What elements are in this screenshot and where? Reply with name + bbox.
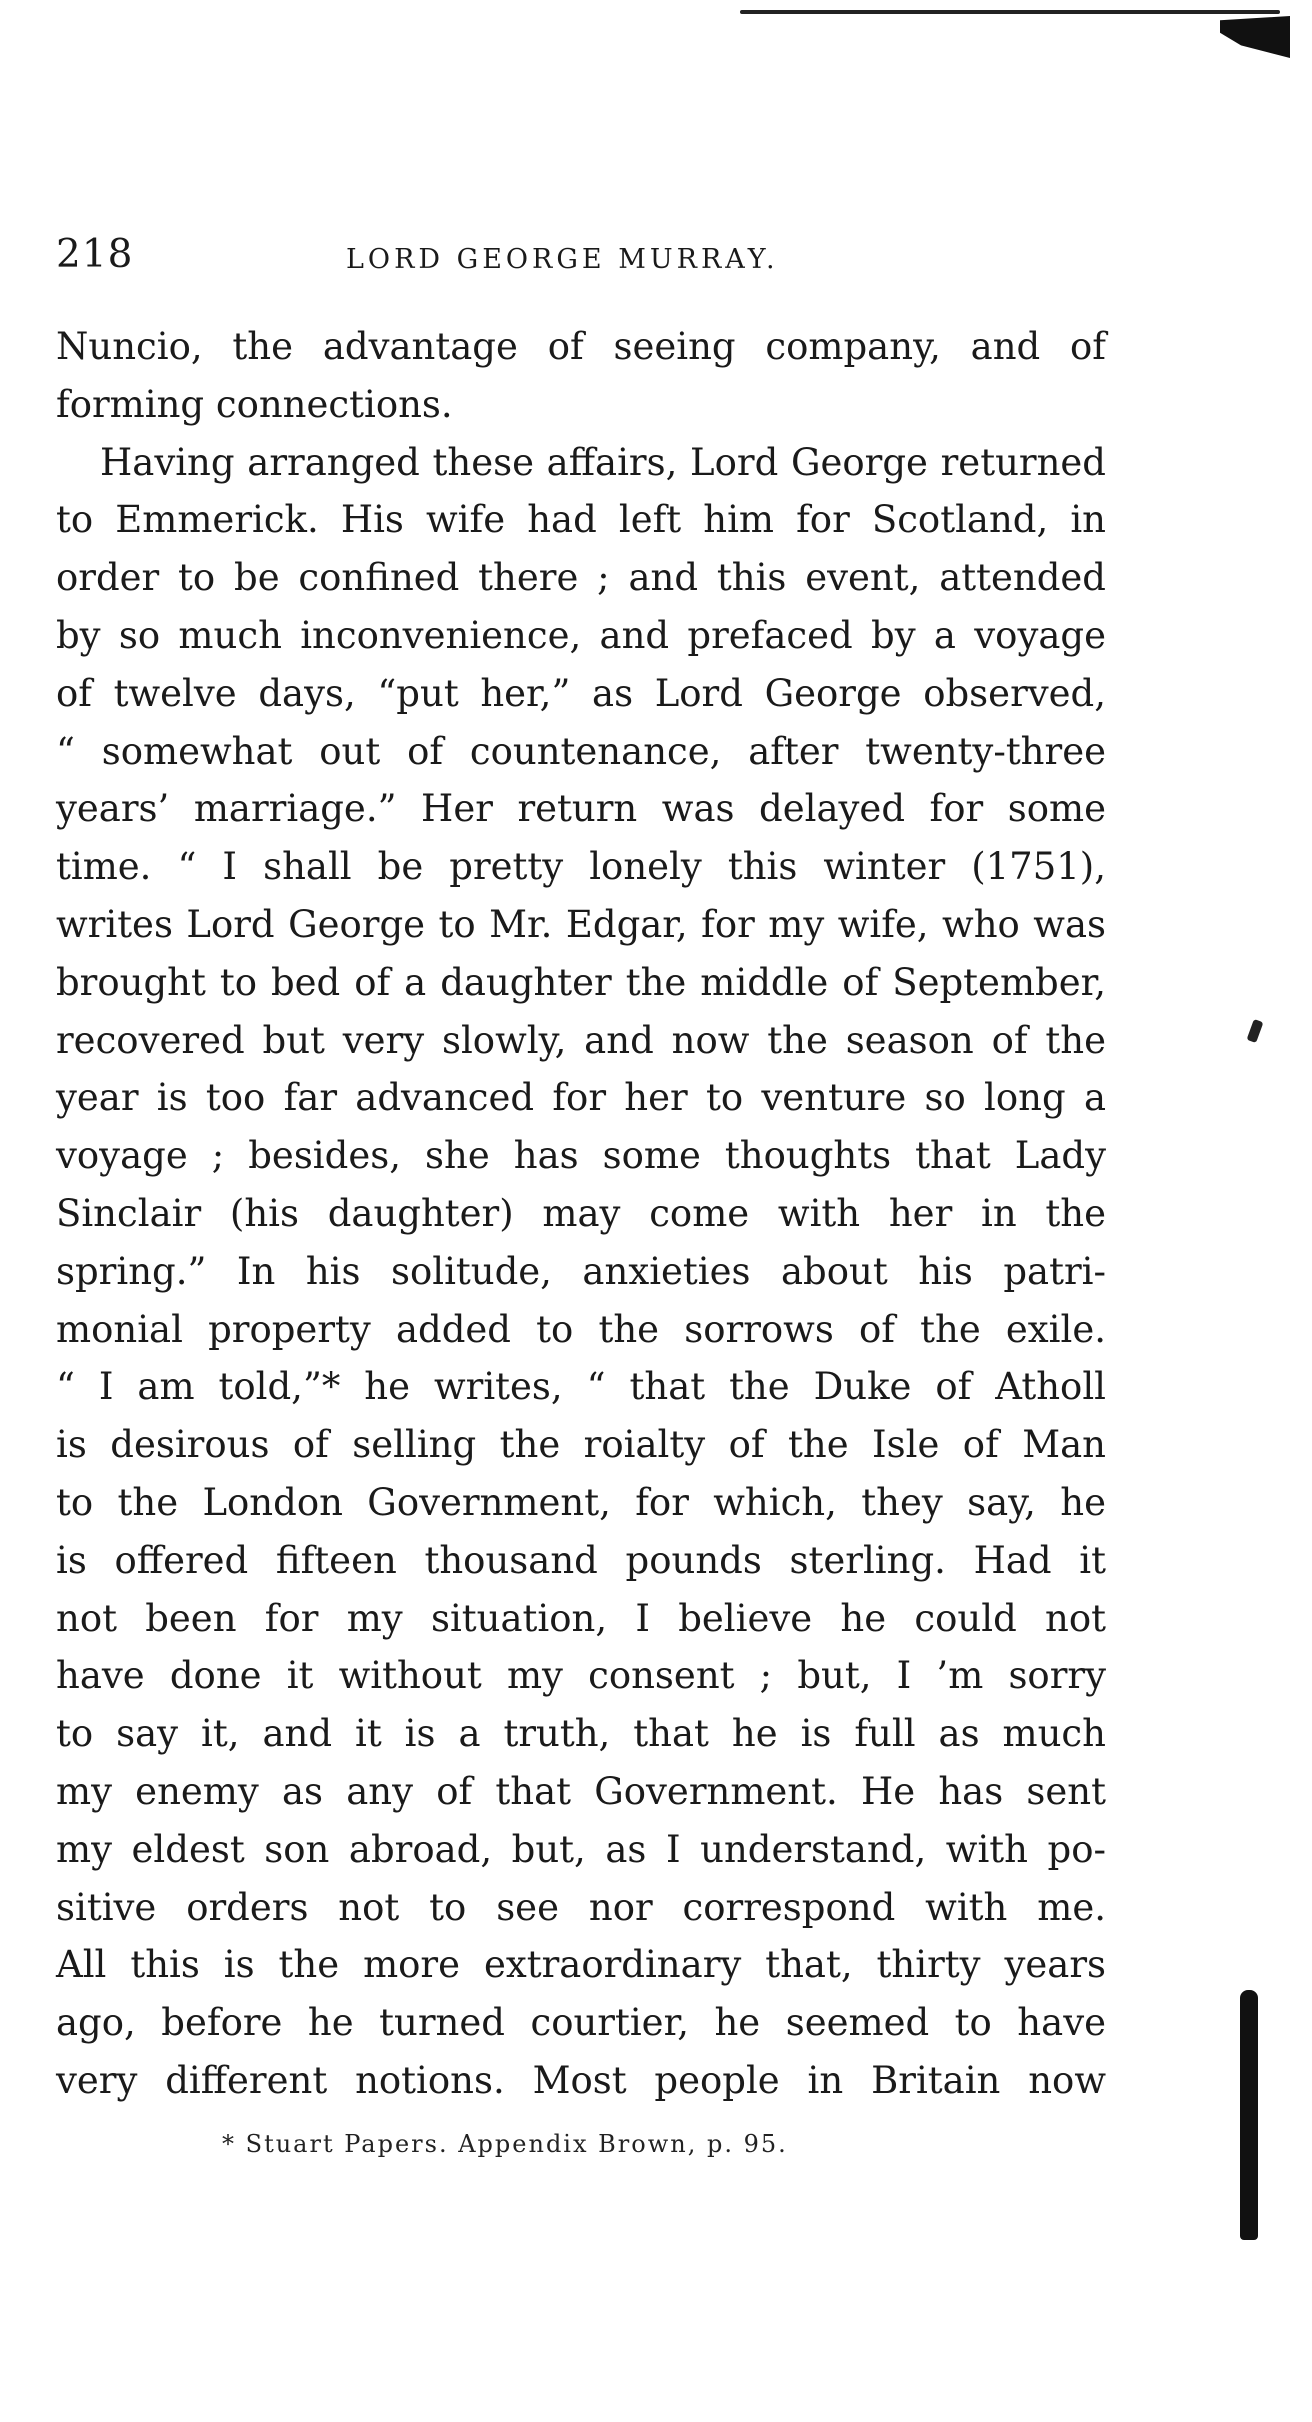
body-text xyxy=(56,318,1106,2110)
text-line: forming connections. xyxy=(56,382,453,426)
running-head: LORD GEORGE MURRAY. xyxy=(346,244,779,275)
text-line: my eldest son abroad, but, as I understand, with po- xyxy=(56,1827,1106,1871)
text-line: by so much inconvenience, and prefaced by a voyage xyxy=(56,613,1106,657)
footnote: * Stuart Papers. Appendix Brown, p. 95. xyxy=(222,2130,788,2158)
binding-edge-mark xyxy=(1240,1990,1258,2240)
text-line: order to be confined there ; and this event, attended xyxy=(56,556,1106,600)
text-line: is offered fifteen thousand pounds sterling. Had it xyxy=(56,1538,1106,1582)
text-line: to say it, and it is a truth, that he is full as much xyxy=(56,1712,1106,1756)
text-line: not been for my situation, I believe he could not xyxy=(56,1596,1106,1640)
text-line: writes Lord George to Mr. Edgar, for my wife, who was xyxy=(56,902,1106,946)
text-line: monial property added to the sorrows of the exile. xyxy=(56,1307,1106,1351)
text-line: Nuncio, the advantage of seeing company, and of xyxy=(56,325,1106,368)
text-line: “ I am told,”* he writes, “ that the Duke of Atholl xyxy=(56,1365,1106,1409)
text-line: sitive orders not to see nor correspond with me. xyxy=(56,1885,1106,1929)
text-line: spring.” In his solitude, anxieties about his patri- xyxy=(56,1249,1106,1293)
text-line: voyage ; besides, she has some thoughts that Lady xyxy=(56,1134,1106,1178)
text-line: to the London Government, for which, they say, he xyxy=(56,1480,1106,1524)
page-number: 218 xyxy=(56,232,134,277)
text-line: “ somewhat out of countenance, after twenty-three xyxy=(56,729,1106,773)
text-line: is desirous of selling the roialty of the Isle of Man xyxy=(56,1423,1106,1467)
text-line: years’ marriage.” Her return was delayed for some xyxy=(56,787,1106,831)
text-line: very different notions. Most people in Britain now xyxy=(56,2058,1106,2102)
top-edge-mark xyxy=(1220,16,1290,58)
text-line: my enemy as any of that Government. He has sent xyxy=(56,1769,1106,1813)
text-line: of twelve days, “put her,” as Lord George observed, xyxy=(56,671,1106,715)
text-line: to Emmerick. His wife had left him for Scotland, in xyxy=(56,498,1106,542)
text-line: ago, before he turned courtier, he seemed to have xyxy=(56,2001,1106,2045)
text-line: Sinclair (his daughter) may come with her in the xyxy=(56,1191,1106,1235)
page-header xyxy=(56,232,1106,282)
text-line: brought to bed of a daughter the middle of September, xyxy=(56,960,1106,1004)
text-line: time. “ I shall be pretty lonely this winter (1751), xyxy=(56,845,1106,889)
margin-mark xyxy=(1247,1019,1264,1043)
text-line: Having arranged these affairs, Lord George returned xyxy=(100,440,1106,484)
text-line: year is too far advanced for her to venture so long a xyxy=(56,1076,1106,1120)
text-line: recovered but very slowly, and now the season of the xyxy=(56,1018,1106,1062)
text-line: All this is the more extraordinary that, thirty years xyxy=(56,1943,1106,1987)
top-edge-rule xyxy=(740,10,1280,14)
text-line: have done it without my consent ; but, I ’m sorry xyxy=(56,1654,1106,1698)
